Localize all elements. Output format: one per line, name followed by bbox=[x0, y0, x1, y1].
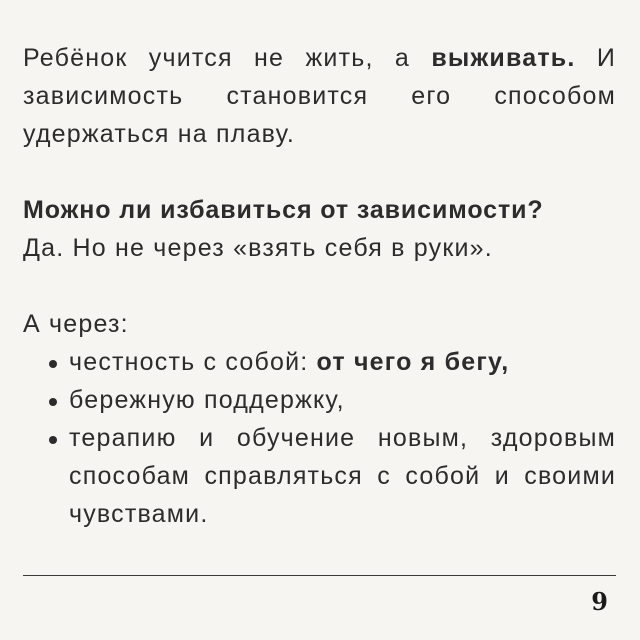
paragraph-survival-bold: выживать. bbox=[431, 44, 576, 72]
paragraph-survival bbox=[23, 39, 616, 153]
footer-divider bbox=[23, 575, 616, 576]
ways-list bbox=[23, 343, 616, 533]
list-item bbox=[23, 381, 616, 419]
list-item bbox=[23, 343, 616, 381]
question-answer: Да. Но не через «взять себя в руки». bbox=[23, 234, 493, 262]
list-item bbox=[23, 419, 616, 533]
ways-intro: А через: bbox=[23, 310, 129, 338]
bullet-icon bbox=[49, 398, 57, 406]
page-number: 9 bbox=[591, 587, 608, 616]
list-item-bold: от чего я бегу, bbox=[316, 348, 510, 376]
list-item-text: бережную поддержку, bbox=[69, 386, 345, 414]
paragraph-question bbox=[23, 191, 616, 267]
paragraph-survival-text-start: Ребёнок учится не жить, а bbox=[23, 44, 432, 72]
page-content bbox=[23, 39, 616, 533]
paragraph-ways bbox=[23, 305, 616, 533]
question-heading: Можно ли избавиться от зависимости? bbox=[23, 196, 544, 224]
list-item-text: честность с собой: bbox=[69, 348, 317, 376]
list-item-text: терапию и обучение новым, здоровым способам справляться с собой и своими чувствами. bbox=[69, 424, 616, 528]
bullet-icon bbox=[49, 436, 57, 444]
paragraph-survival-text-end: И зависимость становится его способом удержаться на плаву. bbox=[23, 44, 616, 148]
bullet-icon bbox=[49, 360, 57, 368]
